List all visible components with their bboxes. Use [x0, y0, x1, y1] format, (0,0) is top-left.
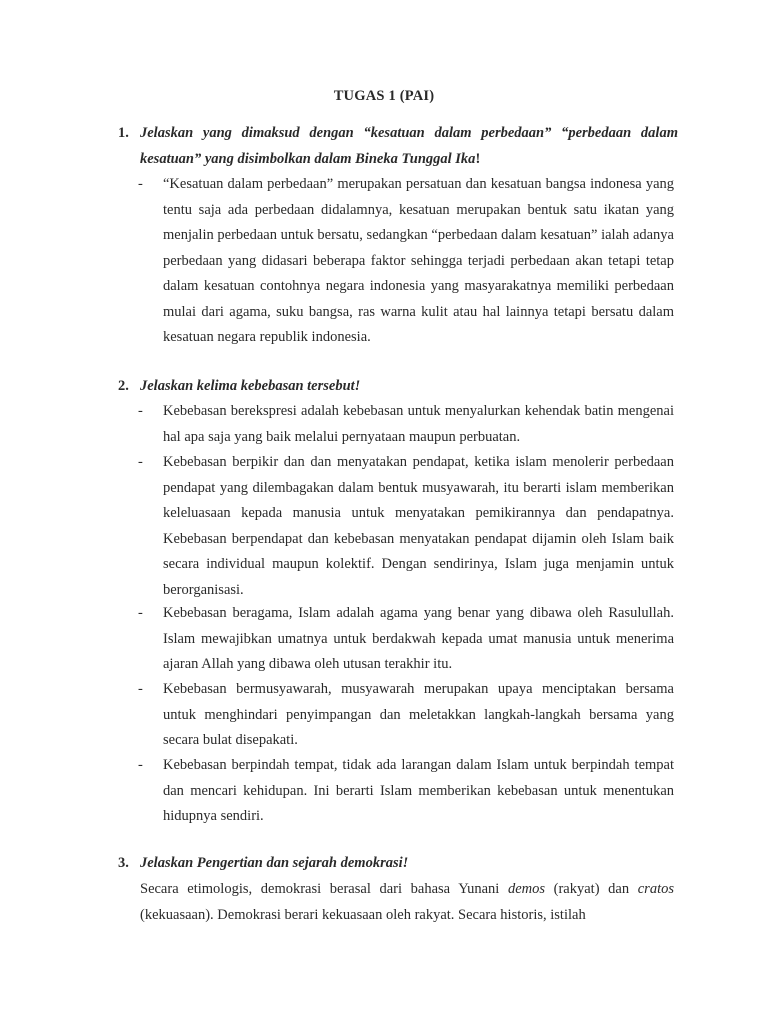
answer-item [138, 677, 674, 754]
answer-paragraph [140, 877, 674, 928]
question-number: 3. [118, 855, 129, 871]
question-2 [118, 374, 678, 400]
list-dash: - [138, 403, 143, 419]
question-mark: ! [475, 150, 481, 167]
question-text-body: Jelaskan yang dimaksud dengan “kesatuan dalam perbedaan” “perbedaan dalam kesatuan” yang disimbolkan dalam Bineka Tunggal Ika [140, 125, 678, 167]
answer-item [138, 753, 674, 830]
answer-text: Secara etimologis, demokrasi berasal dari bahasa Yunani [140, 881, 508, 897]
term-cratos: cratos [637, 881, 674, 897]
question-text: Jelaskan Pengertian dan sejarah demokrasi! [140, 855, 409, 871]
list-dash: - [138, 681, 143, 697]
answer-text: Kebebasan beragama, Islam adalah agama yang benar yang dibawa oleh Rasulullah. Islam mewajibkan umatnya untuk berdakwah kepada umat manusia untuk menerima ajaran Allah yang dibawa oleh utusan terakhir itu. [163, 605, 674, 672]
answer-item [138, 399, 674, 450]
list-dash: - [138, 605, 143, 621]
answer-text: Kebebasan berekspresi adalah kebebasan untuk menyalurkan kehendak batin mengenai hal apa saja yang baik melalui pernyataan maupun perbuatan. [163, 403, 674, 445]
answer-text: (rakyat) dan [545, 881, 638, 897]
question-text [140, 121, 678, 172]
list-dash: - [138, 454, 143, 470]
list-dash: - [138, 757, 143, 773]
answer-text: “Kesatuan dalam perbedaan” merupakan persatuan dan kesatuan bangsa indonesa yang tentu saja ada perbedaan didalamnya, kesatuan merupakan bentuk satu ikatan yang menjalin perbedaan untuk bersatu, sedangkan “perbedaan dalam kesatuan” ialah adanya perbedaan yang didasari beberapa faktor sehingga terjadi perbedaan akan tetapi tetap dalam kesatuan contohnya negara indonesia yang masyarakatnya memiliki perbedaan mulai dari agama, suku bangsa, ras warna kulit atau hal lainnya tetapi bersatu dalam kesatuan negara republik indonesia. [163, 176, 674, 345]
answer-text: Kebebasan bermusyawarah, musyawarah merupakan upaya menciptakan bersama untuk menghindari penyimpangan dan meletakkan langkah-langkah bersama yang secara bulat disepakati. [163, 681, 674, 748]
answer-text: (kekuasaan). Demokrasi berari kekuasaan oleh rakyat. Secara historis, istilah [140, 906, 586, 923]
answer-item [138, 601, 674, 678]
document-title: TUGAS 1 (PAI) [333, 88, 435, 104]
question-text: Jelaskan kelima kebebasan tersebut! [140, 378, 361, 394]
answer-item [138, 450, 674, 603]
list-dash: - [138, 176, 143, 192]
question-number: 1. [118, 125, 129, 141]
question-number: 2. [118, 378, 129, 394]
question-1 [118, 121, 678, 172]
answer-item [138, 172, 674, 351]
question-3 [118, 851, 678, 877]
answer-text: Kebebasan berpikir dan dan menyatakan pendapat, ketika islam menolerir perbedaan pendapat yang dilembagakan dalam bentuk musyawarah, itu berarti islam memberikan keleluasaan kepada manusia untuk menyatakan pemikirannya dan pendapatnya. Kebebasan berpendapat dan kebebasan menyatakan pendapat dijamin oleh Islam baik secara individual maupun kolektif. Dengan sendirinya, Islam juga menjamin untuk berorganisasi. [163, 454, 674, 598]
answer-text: Kebebasan berpindah tempat, tidak ada larangan dalam Islam untuk berpindah tempat dan mencari kehidupan. Ini berarti Islam memberikan kebebasan untuk menentukan hidupnya sendiri. [163, 757, 674, 824]
term-demos: demos [507, 881, 545, 897]
